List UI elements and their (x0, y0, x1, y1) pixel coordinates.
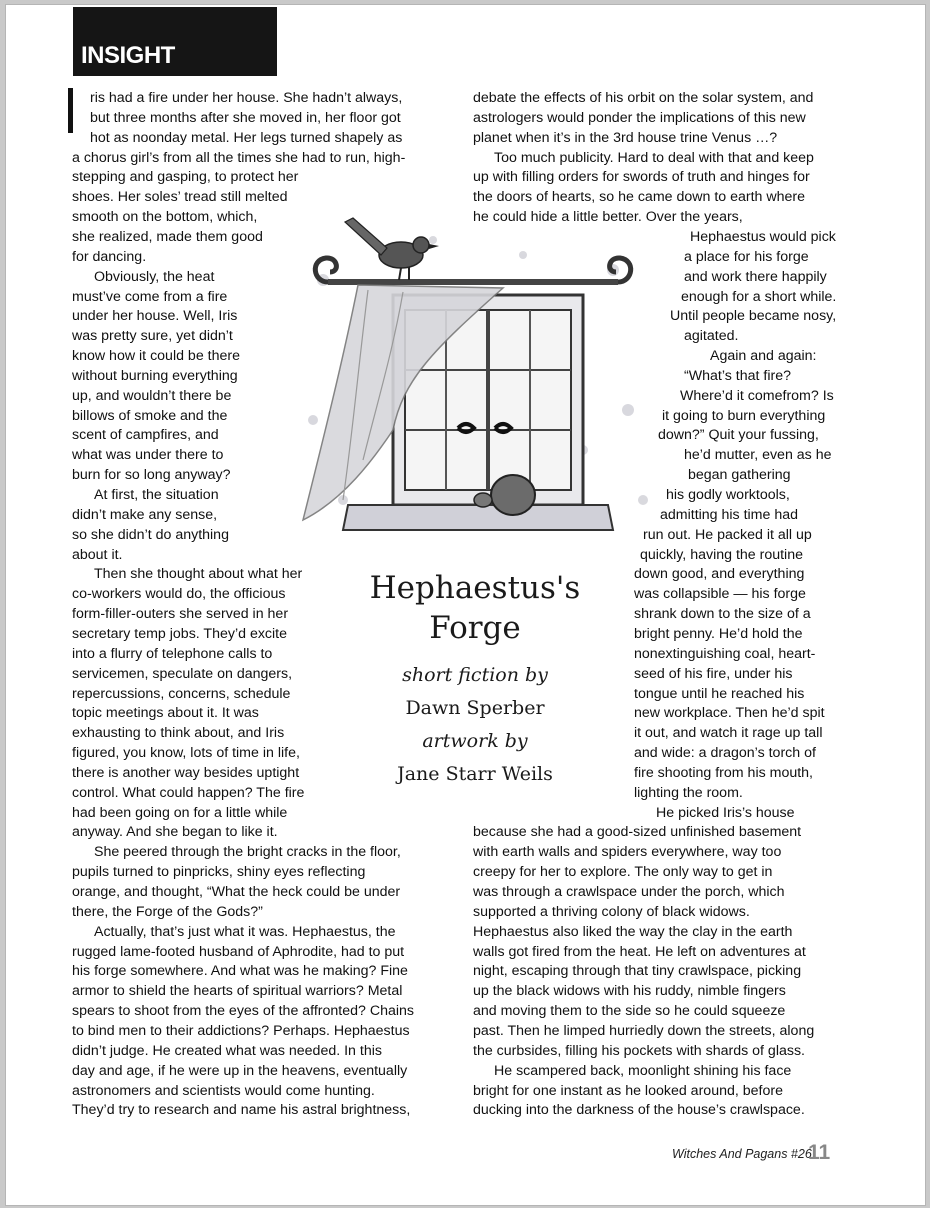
text-line: began gathering (688, 467, 791, 484)
text-line: and moving them to the side so he could squeeze (473, 1003, 786, 1020)
text-line: the curbsides, filling his pockets with shards of glass. (473, 1042, 805, 1059)
text-line: to bind men to their addictions? Perhaps. Hephaestus (72, 1022, 410, 1039)
text-line: At first, the situation (94, 487, 219, 503)
text-line: They’d try to research and name his astral brightness, (72, 1102, 411, 1119)
drop-cap-i (68, 88, 73, 133)
text-line: figured, you know, lots of time in life, (72, 745, 300, 762)
text-line: bright for one instant as he looked around, before (473, 1082, 783, 1099)
text-line: didn’t make any sense, (72, 506, 218, 523)
text-line: Hephaestus would pick (690, 228, 836, 245)
text-line: down good, and everything (634, 566, 805, 583)
text-line: pupils turned to pinpricks, shiny eyes reflecting (72, 864, 366, 881)
text-line: a place for his forge (684, 248, 809, 265)
text-line: new workplace. Then he’d spit (634, 705, 825, 722)
text-line: without burning everything (72, 367, 238, 384)
text-line: under her house. Well, Iris (72, 308, 238, 325)
section-label (73, 7, 277, 76)
text-line: his forge somewhere. And what was he making? Fine (72, 963, 408, 980)
text-line: armor to shield the hearts of spiritual warriors? Metal (72, 983, 403, 1000)
text-line: the doors of hearts, so he came down to earth where (473, 189, 806, 206)
text-line: a chorus girl’s from all the times she had to run, high- (72, 149, 406, 166)
text-line: rugged lame-footed husband of Aphrodite, had to put (72, 943, 405, 960)
page-number: 11 (808, 1141, 831, 1164)
artist-name: Jane Starr Weils (397, 763, 553, 785)
text-line: repercussions, concerns, schedule (72, 685, 291, 702)
text-line: Obviously, the heat (94, 268, 215, 285)
text-line: past. Then he limped hurriedly down the streets, along (473, 1022, 815, 1039)
text-line: was through a crawlspace under the porch, which (473, 884, 785, 900)
text-line: there, the Forge of the Gods?” (72, 903, 263, 920)
text-line: scent of campfires, and (72, 427, 219, 444)
text-line: didn’t judge. He created what was needed. In this (72, 1042, 382, 1059)
text-line: exhausting to think about, and Iris (72, 725, 285, 742)
text-line: know how it could be there (72, 348, 240, 365)
text-line: form-filler-outers she served in her (72, 606, 289, 623)
story-title (345, 568, 605, 648)
text-line: lighting the room. (634, 784, 743, 801)
text-line: He picked Iris’s house (656, 804, 795, 821)
text-line: up, and wouldn’t there be (72, 387, 232, 404)
text-line: quickly, having the routine (640, 546, 803, 563)
text-line: co-workers would do, the officious (72, 586, 286, 603)
fiction-label: short fiction by (402, 664, 548, 686)
text-line: orange, and thought, “What the heck could be under (72, 884, 401, 900)
text-line: and work there happily (684, 268, 827, 285)
text-line: secretary temp jobs. They’d excite (72, 625, 288, 642)
text-line: enough for a short while. (681, 288, 837, 305)
text-line: topic meetings about it. It was (72, 705, 259, 722)
text-line: spears to shoot from the eyes of the affronted? Chains (72, 1003, 415, 1020)
text-line: was collapsible — his forge (634, 586, 806, 603)
text-line: it out, and watch it rage up tall (634, 725, 823, 742)
text-line: agitated. (684, 328, 739, 345)
text-line: his godly worktools, (666, 487, 790, 503)
text-line: hot as noonday metal. Her legs turned shapely as (90, 129, 403, 146)
text-line: run out. He packed it all up (643, 526, 812, 543)
text-line: seed of his fire, under his (634, 665, 793, 682)
text-line: he could hide a little better. Over the years, (473, 209, 743, 226)
text-line: fire shooting from his mouth, (634, 764, 813, 781)
text-line: tongue until he reached his (634, 685, 805, 702)
text-line: because she had a good-sized unfinished basement (473, 824, 802, 841)
text-line: up with filling orders for swords of truth and hinges for (473, 169, 810, 186)
text-line: Where’d it comefrom? Is (680, 387, 834, 404)
text-line: Until people became nosy, (670, 308, 837, 325)
text-line: servicemen, speculate on dangers, (72, 665, 293, 682)
small-stone (474, 493, 492, 507)
text-line: burn for so long anyway? (72, 467, 231, 484)
text-line: had been going on for a little while (72, 804, 288, 821)
text-line: She peered through the bright cracks in the floor, (94, 844, 401, 861)
text-line: with earth walls and spiders everywhere, way too (473, 844, 782, 861)
text-line: night, escaping through that tiny crawlspace, picking (473, 963, 802, 980)
text-line: she realized, made them good (72, 228, 263, 245)
text-line: stepping and gasping, to protect her (72, 169, 299, 186)
artwork-label: artwork by (422, 730, 528, 752)
text-line: Hephaestus also liked the way the clay in the earth (473, 923, 793, 940)
text-line: billows of smoke and the (72, 407, 228, 424)
story-title-line-1: Hephaestus's (369, 570, 581, 606)
text-line: must’ve come from a fire (72, 288, 228, 305)
text-line: so she didn’t do anything (72, 526, 229, 543)
text-line: ris had a fire under her house. She hadn’t always, (90, 90, 403, 106)
text-line: he’d mutter, even as he (684, 447, 832, 464)
text-line: admitting his time had (660, 506, 799, 523)
window-bird-illustration (283, 200, 663, 545)
text-line: control. What could happen? The fire (72, 784, 305, 801)
footer-magazine-issue: Witches And Pagans #26 (672, 1147, 812, 1161)
text-line: what was under there to (72, 447, 224, 464)
text-line: there is another way besides uptight (72, 764, 300, 781)
text-line: Too much publicity. Hard to deal with that and keep (494, 149, 814, 166)
text-line: about it. (72, 546, 123, 563)
text-line: Again and again: (710, 348, 817, 365)
text-line: He scampered back, moonlight shining his face (494, 1062, 792, 1079)
text-line: down?” Quit your fussing, (658, 427, 819, 444)
text-line: day and age, if he were up in the heavens, eventually (72, 1062, 408, 1079)
text-line: anyway. And she began to like it. (72, 824, 278, 841)
bird (345, 218, 439, 280)
text-line: “What’s that fire? (684, 367, 791, 384)
text-line: shoes. Her soles’ tread still melted (72, 189, 288, 206)
text-line: creepy for her to explore. The only way to get in (473, 864, 773, 881)
text-line: for dancing. (72, 248, 147, 265)
story-title-line-2: Forge (429, 610, 521, 646)
text-line: ducking into the darkness of the house’s crawlspace. (473, 1102, 805, 1119)
window-sill (343, 505, 613, 530)
text-line: planet when it’s in the 3rd house trine Venus …? (473, 129, 778, 146)
section-label-text: INSIGHT (81, 42, 175, 69)
text-line: nonextinguishing coal, heart- (634, 645, 816, 662)
text-line: bright penny. He’d hold the (634, 625, 803, 642)
text-line: astrologers would ponder the implications of this new (473, 109, 806, 126)
text-line: Then she thought about what her (94, 566, 303, 583)
author-name: Dawn Sperber (405, 697, 545, 719)
text-line: shrank down to the size of a (634, 606, 811, 623)
text-line: it going to burn everything (662, 407, 826, 424)
text-line: Actually, that’s just what it was. Hephaestus, the (94, 923, 396, 940)
text-line: smooth on the bottom, which, (72, 209, 258, 226)
text-line: walls got fired from the heat. He left on adventures at (473, 943, 806, 960)
text-line: astronomers and scientists would come hunting. (72, 1082, 375, 1099)
text-line: supported a thriving colony of black widows. (473, 903, 750, 920)
text-line: into a flurry of telephone calls to (72, 645, 273, 662)
text-line: up the black widows with his ruddy, nimble fingers (473, 983, 786, 1000)
text-line: but three months after she moved in, her floor got (90, 109, 401, 126)
text-line: debate the effects of his orbit on the solar system, and (473, 90, 814, 106)
text-line: was pretty sure, yet didn’t (72, 328, 233, 345)
round-stone (491, 475, 535, 515)
text-line: and wide: a dragon’s torch of (634, 745, 816, 762)
